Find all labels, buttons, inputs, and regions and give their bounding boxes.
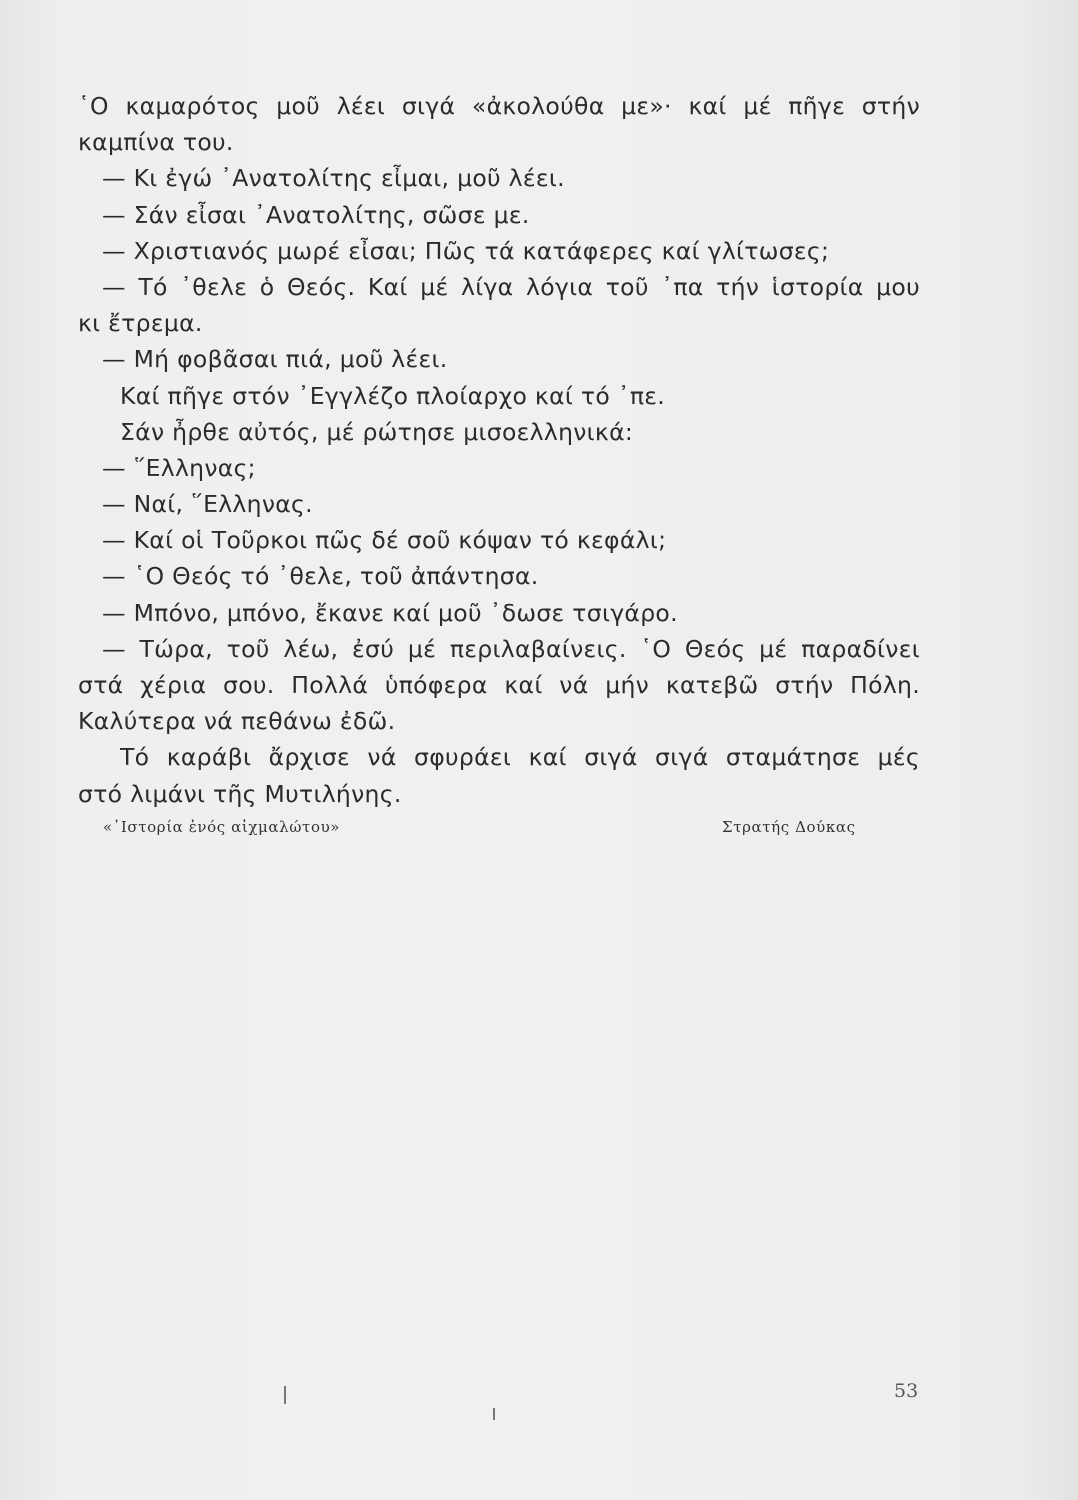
paragraph-line: Καί πῆγε στόν ᾿Εγγλέζο πλοίαρχο καί τό ᾿πε. — [120, 381, 666, 410]
dialogue-line: — Χριστιανός μωρέ εἶσαι; Πῶς τά κατάφερες καί γλίτωσες; — [102, 236, 830, 265]
dialogue-line: — ῾Ο Θεός τό ᾿θελε, τοῦ ἀπάντησα. — [102, 562, 539, 591]
dialogue-line: — Σάν εἶσαι ᾿Ανατολίτης, σῶσε με. — [102, 200, 530, 229]
text-line: ῾Ο καμαρότος μοῦ λέει σιγά «ἀκολούθα με»· καί μέ πῆγε στήν — [78, 92, 920, 120]
dialogue-line: — Ναί, ῞Ελληνας. — [102, 490, 313, 519]
text-line: στά χέρια σου. Πολλά ὑπόφερα καί νά μήν κατεβῶ στήν Πόλη. — [78, 671, 920, 699]
dialogue-line: — Κι ἐγώ ᾿Ανατολίτης εἶμαι, μοῦ λέει. — [102, 164, 565, 193]
dialogue-line: — Μή φοβᾶσαι πιά, μοῦ λέει. — [102, 345, 448, 374]
paragraph-line: Τό καράβι ἄρχισε νά σφυράει καί σιγά σιγά σταμάτησε μές — [120, 743, 920, 772]
print-mark — [493, 1408, 495, 1420]
dialogue-line: — Μπόνο, μπόνο, ἔκανε καί μοῦ ᾿δωσε τσιγάρο. — [102, 598, 678, 627]
text-line: Καλύτερα νά πεθάνω ἐδῶ. — [78, 707, 396, 736]
text-line: καμπίνα του. — [78, 128, 234, 157]
text-line: στό λιμάνι τῆς Μυτιλήνης. — [78, 779, 402, 808]
dialogue-line: — ῞Ελληνας; — [102, 453, 256, 482]
text-line: κι ἔτρεμα. — [78, 309, 203, 338]
print-mark — [284, 1386, 286, 1404]
text-block — [78, 88, 920, 812]
dialogue-line: — Καί οἱ Τοῦρκοι πῶς δέ σοῦ κόψαν τό κεφάλι; — [102, 526, 667, 555]
dialogue-line: — Τώρα, τοῦ λέω, ἐσύ μέ περιλαβαίνεις. ῾Ο Θεός μέ παραδίνει — [102, 634, 920, 663]
source-title: «᾿Ιστορία ἑνός αἰχμαλώτου» — [103, 818, 341, 836]
paragraph-line: Σάν ἦρθε αὐτός, μέ ρώτησε μισοελληνικά: — [120, 417, 634, 446]
author-name: Στρατής Δούκας — [722, 818, 856, 836]
dialogue-line: — Τό ᾿θελε ὁ Θεός. Καί μέ λίγα λόγια τοῦ ᾿πα τήν ἱστορία μου — [102, 272, 920, 301]
page-number: 53 — [894, 1380, 919, 1402]
